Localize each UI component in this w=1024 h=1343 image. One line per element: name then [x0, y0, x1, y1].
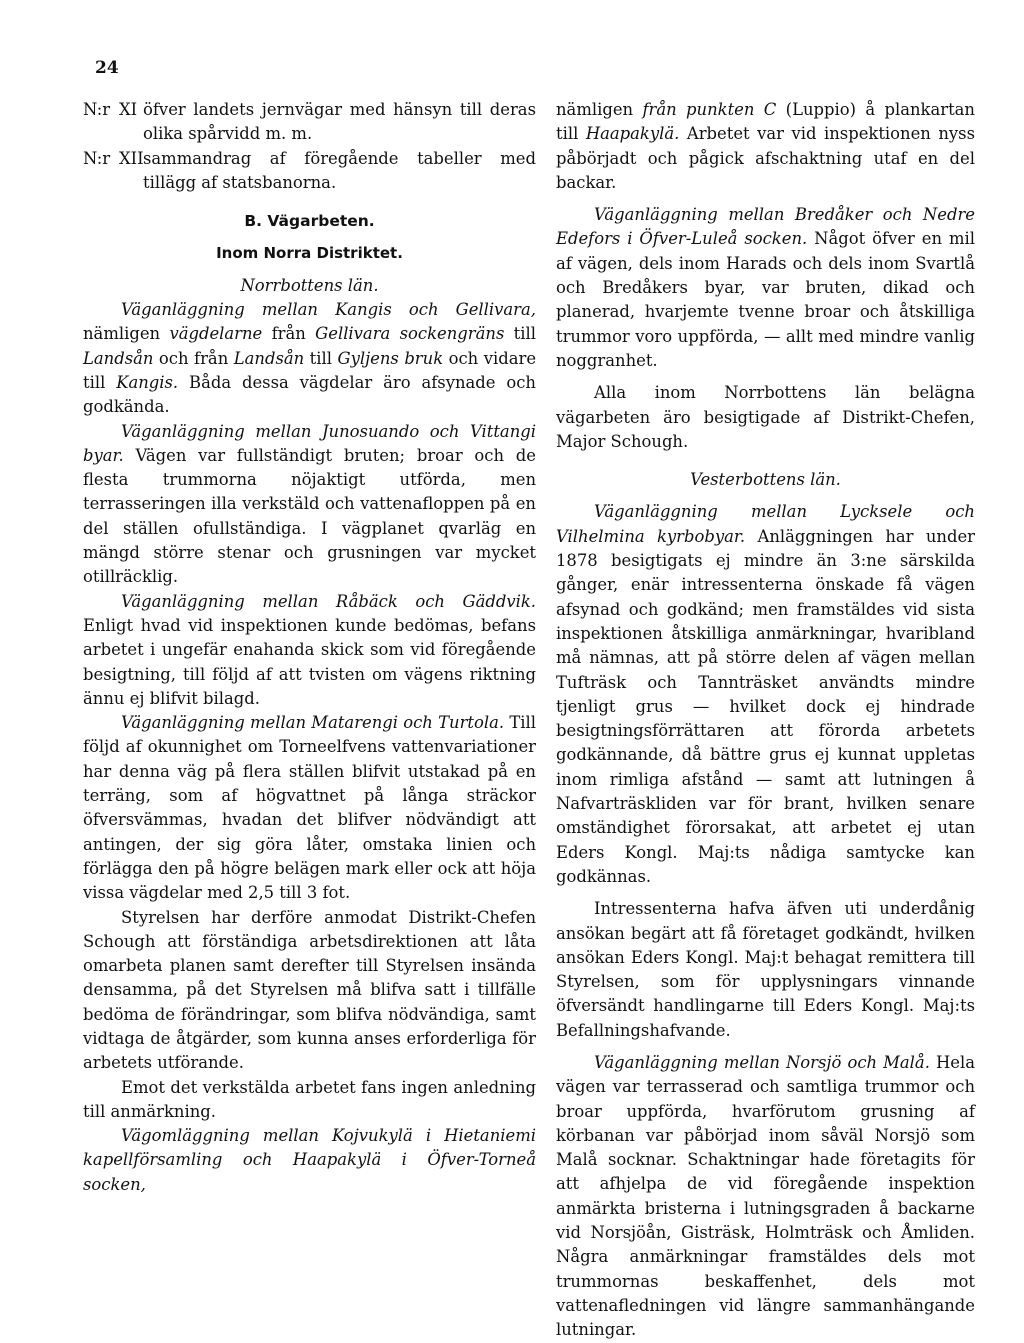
- paragraph-title: Väganläggning mellan Råbäck och Gäddvik.: [121, 591, 536, 611]
- paragraph-text: Anläggningen har under 1878 besigtigats ej mindre än 3:ne särskilda gånger, enär intressenterna önskade få vägen afsynad och godkänd; men framstäldes vid sista inspektionen åtskilliga anmärkningar, hvaribland må nämnas, att på större delen af vägen mellan Tufträsk och Tannträsket användts mindre tjenligt grus — hvilket dock ej hindrade besigtningsförrättaren att förorda arbetets godkännande, då bättre grus ej kunnat uppletas inom rimliga afstånd — samt att lutningen å Nafvarträskliden var för brant, hvilken senare omständighet förorsakat, att arbetet ej utan Eders Kongl. Maj:ts nådiga samtycke kan godkännas.: [556, 526, 975, 886]
- paragraph-text: Arbetet var vid inspektionen nyss påbörjadt och pågick afschaktning utaf en del backar.: [556, 124, 975, 192]
- right-column: [556, 98, 975, 1343]
- paragraph-term: från punkten C: [642, 100, 777, 119]
- paragraph-emot: Emot det verkstälda arbetet fans ingen anledning till anmärkning.: [83, 1077, 536, 1121]
- left-column: [83, 98, 536, 1197]
- paragraph-term: Landsån: [83, 348, 154, 368]
- paragraph-title: Väganläggning mellan Norsjö och Malå.: [594, 1052, 930, 1072]
- paragraph-luppio-continuation: [556, 98, 975, 195]
- item-number-label: N:r: [83, 100, 111, 119]
- paragraph-kangis-gellivara: [83, 298, 536, 419]
- item-text: öfver landets jernvägar med hänsyn till deras olika spårvidd m. m.: [143, 100, 536, 144]
- paragraph-raback-gaddvik: [83, 590, 536, 711]
- county-heading: Norrbottens län.: [240, 275, 379, 295]
- paragraph-term: vägdelarne: [169, 324, 263, 344]
- district-heading: Inom Norra Distriktet.: [216, 244, 403, 263]
- paragraph-intressenterna: Intressenterna hafva äfven uti underdånig ansökan begärt att få företaget godkändt, hvilken ansökan Eders Kongl. Maj:t behagat remittera till Styrelsen, som för upplysningars vinnande öfversändt handlingarne till Eders Kongl. Maj:ts Befallningshafvande.: [556, 899, 975, 1040]
- paragraph-text: nämligen: [83, 324, 170, 344]
- list-item-xi: [83, 98, 536, 147]
- paragraph-text: Hela vägen var terrasserad och samtliga trummor och broar uppförda, hvarförutom grusning af körbanan var påbörjad inom såväl Norsjö som Malå socknar. Schaktningar hade företagits för att afhjelpa de vid föregående inspektion anmärkta bristerna i lutningsgraden å backarne vid Norsjöån, Gisträsk, Holmträsk och Åmliden. Några anmärkningar framstäldes dels mot trummornas beskaffenhet, dels mot vattenafledningen vid längre sammanhängande lutningar.: [556, 1052, 975, 1340]
- paragraph-text: Båda dessa vägdelar äro afsynade och godkända.: [83, 372, 536, 417]
- paragraph-text: nämligen: [556, 100, 643, 119]
- paragraph-text: till: [304, 348, 338, 368]
- list-item-xii: [83, 147, 536, 196]
- paragraph-text: Enligt hvad vid inspektionen kunde bedömas, befans arbetet i ungefär enahanda skick som vid föregående besigtning, till följd af att tvisten om vägens riktning ännu ej blifvit bilagd.: [83, 615, 536, 708]
- paragraph-title: Väganläggning mellan Bredåker och Nedre Edefors i Öfver-Luleå socken.: [556, 205, 975, 249]
- paragraph-kojvukyla-title: Vägomläggning mellan Kojvukylä i Hietaniemi kapellförsamling och Haapakylä i Öfver-Torneå socken,: [83, 1126, 536, 1194]
- item-number-label: N:r: [83, 148, 111, 168]
- section-heading: B. Vägarbeten.: [244, 212, 375, 231]
- paragraph-bredaker-edefors: [556, 203, 975, 373]
- paragraph-title: Väganläggning mellan Junosuando och Vittangi byar.: [83, 421, 536, 465]
- paragraph-title: Väganläggning mellan Matarengi och Turtola.: [121, 713, 505, 733]
- paragraph-term: Gellivara sockengräns: [315, 324, 505, 344]
- paragraph-text: (Luppio) å plankartan till: [556, 100, 975, 144]
- item-roman-numeral: XI: [119, 100, 138, 119]
- paragraph-lycksele-vilhelmina: [556, 500, 975, 889]
- paragraph-matarengi-turtola: [83, 711, 536, 905]
- paragraph-text: från: [262, 324, 316, 344]
- item-text: sammandrag af föregående tabeller med tillägg af statsbanorna.: [143, 148, 536, 192]
- page-number: 24: [95, 58, 119, 78]
- paragraph-title: Väganläggning mellan Lycksele och Vilhelmina kyrbobyar.: [556, 502, 975, 546]
- paragraph-text: till: [504, 324, 536, 344]
- paragraph-title: Väganläggning mellan Kangis och Gellivara,: [121, 300, 536, 320]
- paragraph-text: Vägen var fullständigt bruten; broar och de flesta trummorna nöjaktigt utförda, men terrasseringen illa verkstäld och vattenafloppen på en del ställen ofullständiga. I vägplanet qvarläg en mängd större stenar och grusningen var mycket otillräcklig.: [83, 445, 536, 587]
- item-roman-numeral: XII: [119, 148, 144, 168]
- paragraph-term: Gyljens bruk: [337, 348, 444, 368]
- paragraph-text: Något öfver en mil af vägen, dels inom Harads och dels inom Svartlå och Bredåkers byar, var bruten, dikad och planerad, hvarjemte tvenne broar och åtskilliga trummor voro uppförda, — allt med mindre vanlig noggranhet.: [556, 229, 975, 370]
- paragraph-term: Haapakylä.: [585, 124, 680, 144]
- paragraph-term: Kangis.: [116, 372, 179, 392]
- paragraph-norrbotten-summary: Alla inom Norrbottens län belägna vägarbeten äro besigtigade af Distrikt-Chefen, Major Schough.: [556, 383, 975, 451]
- paragraph-text: och från: [153, 348, 234, 368]
- paragraph-text: Till följd af okunnighet om Torneelfvens vattenvariationer har denna väg på flera ställen blifvit utstakad på en terräng, som af högvattnet på långa sträckor öfversvämmas, hvadan det blifver nödvändigt att antingen, der sig göra låter, omstaka linien och förlägga den på högre belägen mark eller ock att höja vissa vägdelar med 2,5 till 3 fot.: [83, 713, 537, 903]
- paragraph-term: Landsån: [233, 348, 305, 368]
- paragraph-styrelsen: Styrelsen har derföre anmodat Distrikt-Chefen Schough att förständiga arbetsdirektionen att låta omarbeta planen samt derefter till Styrelsen insända densamma, på det Styrelsen må blifva satt i tillfälle bedöma de förändringar, som blifva nödvändiga, samt vidtaga de åtgärder, som kunna anses erforderliga för arbetets utförande.: [83, 907, 536, 1073]
- paragraph-norsjo-mala: [556, 1051, 975, 1343]
- county-heading-vesterbotten: Vesterbottens län.: [690, 470, 841, 490]
- paragraph-text: och vidare till: [83, 348, 537, 392]
- paragraph-junosuando-vittangi: [83, 420, 536, 590]
